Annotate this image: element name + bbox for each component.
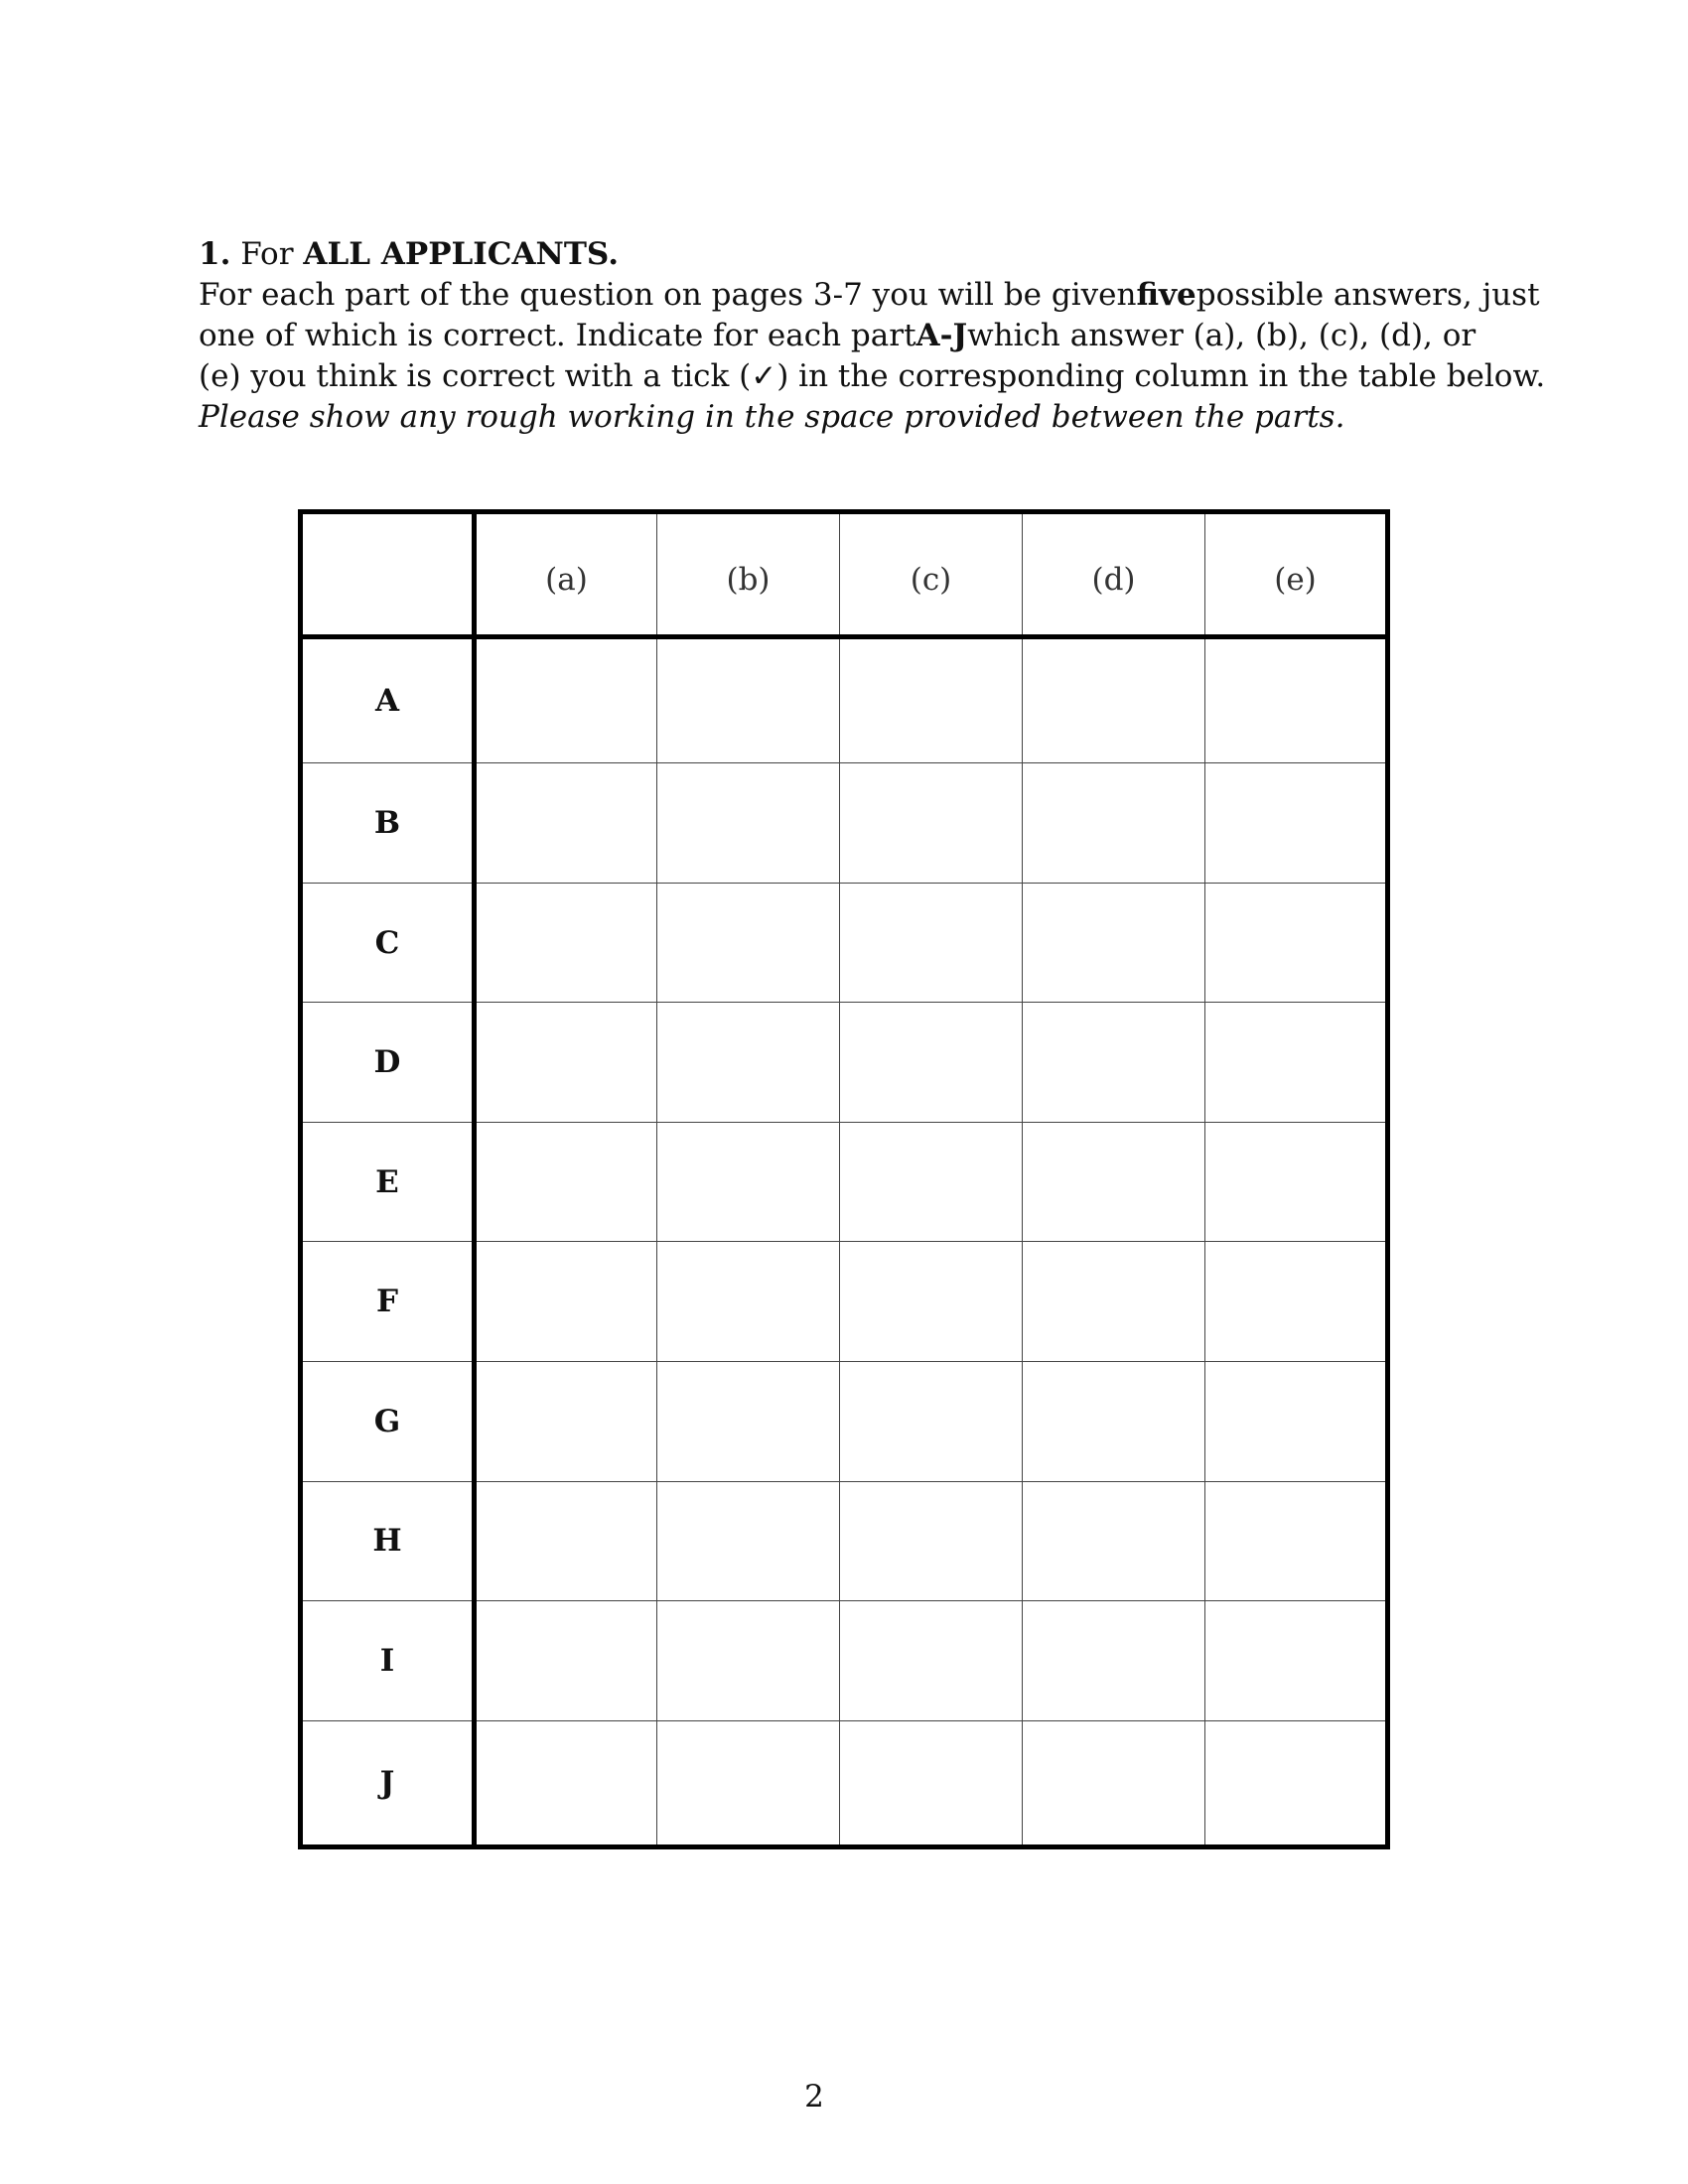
answer-cell[interactable] <box>840 763 1023 884</box>
answer-cell[interactable] <box>840 1601 1023 1721</box>
answer-cell[interactable] <box>1023 1720 1205 1846</box>
answer-cell[interactable] <box>840 1242 1023 1362</box>
five-emphasis: five <box>1136 277 1196 313</box>
answer-cell[interactable] <box>657 1362 840 1482</box>
answer-cell[interactable] <box>840 1481 1023 1601</box>
answer-cell[interactable] <box>1205 1481 1388 1601</box>
answer-table-body <box>301 637 1388 1847</box>
answer-cell[interactable] <box>475 1720 657 1846</box>
answer-cell[interactable] <box>840 637 1023 763</box>
answer-cell[interactable] <box>1023 883 1205 1003</box>
answer-cell[interactable] <box>1205 1720 1388 1846</box>
answer-cell[interactable] <box>657 763 840 884</box>
row-label: D <box>301 1003 475 1123</box>
answer-cell[interactable] <box>657 883 840 1003</box>
table-row <box>301 1122 1388 1242</box>
parts-range-emphasis: A-J <box>915 318 968 353</box>
table-corner-cell <box>301 512 475 637</box>
answer-cell[interactable] <box>657 1601 840 1721</box>
answer-table-header <box>301 512 1388 637</box>
answer-cell[interactable] <box>1023 1242 1205 1362</box>
table-row <box>301 1242 1388 1362</box>
answer-cell[interactable] <box>840 1003 1023 1123</box>
row-label: J <box>301 1720 475 1846</box>
column-header: (a) <box>475 512 657 637</box>
answer-cell[interactable] <box>1023 1481 1205 1601</box>
table-row <box>301 1362 1388 1482</box>
row-label: I <box>301 1601 475 1721</box>
answer-table <box>298 509 1390 1849</box>
answer-cell[interactable] <box>475 1242 657 1362</box>
answer-cell[interactable] <box>1205 1003 1388 1123</box>
row-label: A <box>301 637 475 763</box>
answer-cell[interactable] <box>657 1720 840 1846</box>
answer-cell[interactable] <box>1205 1362 1388 1482</box>
answer-cell[interactable] <box>1023 1122 1205 1242</box>
table-row <box>301 763 1388 884</box>
table-row <box>301 1481 1388 1601</box>
table-row <box>301 883 1388 1003</box>
answer-cell[interactable] <box>840 883 1023 1003</box>
answer-cell[interactable] <box>1023 763 1205 884</box>
table-row <box>301 637 1388 763</box>
answer-cell[interactable] <box>657 1003 840 1123</box>
instruction-line-1: For each part of the question on pages 3-7 you will be given five possible answers, just <box>199 275 1430 316</box>
answer-cell[interactable] <box>475 883 657 1003</box>
tick-icon: ✓ <box>751 358 777 394</box>
answer-cell[interactable] <box>475 1481 657 1601</box>
answer-cell[interactable] <box>840 1122 1023 1242</box>
answer-cell[interactable] <box>840 1720 1023 1846</box>
question-number: 1. <box>199 236 231 272</box>
page-number: 2 <box>804 2079 824 2115</box>
answer-cell[interactable] <box>475 1362 657 1482</box>
row-label: F <box>301 1242 475 1362</box>
table-row <box>301 1720 1388 1846</box>
answer-cell[interactable] <box>1205 1122 1388 1242</box>
answer-cell[interactable] <box>1023 1362 1205 1482</box>
answer-cell[interactable] <box>657 637 840 763</box>
question-audience: ALL APPLICANTS. <box>303 236 620 272</box>
question-heading <box>199 234 1430 275</box>
answer-cell[interactable] <box>475 763 657 884</box>
row-label: E <box>301 1122 475 1242</box>
answer-cell[interactable] <box>657 1242 840 1362</box>
answer-cell[interactable] <box>1023 1003 1205 1123</box>
answer-cell[interactable] <box>475 1003 657 1123</box>
column-header: (e) <box>1205 512 1388 637</box>
row-label: C <box>301 883 475 1003</box>
answer-cell[interactable] <box>1205 1242 1388 1362</box>
answer-cell[interactable] <box>1205 883 1388 1003</box>
row-label: H <box>301 1481 475 1601</box>
answer-cell[interactable] <box>840 1362 1023 1482</box>
row-label: G <box>301 1362 475 1482</box>
answer-cell[interactable] <box>657 1122 840 1242</box>
answer-cell[interactable] <box>1205 763 1388 884</box>
column-header: (c) <box>840 512 1023 637</box>
table-row <box>301 1601 1388 1721</box>
instruction-line-3: (e) you think is correct with a tick (✓) in the corresponding column in the table below. <box>199 358 1546 394</box>
question-block <box>199 234 1546 438</box>
answer-cell[interactable] <box>1205 1601 1388 1721</box>
answer-cell[interactable] <box>1205 637 1388 763</box>
answer-cell[interactable] <box>1023 637 1205 763</box>
instruction-line-2: one of which is correct. Indicate for each part A-J which answer (a), (b), (c), (d), or <box>199 316 1430 356</box>
table-row <box>301 1003 1388 1123</box>
answer-cell[interactable] <box>475 1601 657 1721</box>
answer-cell[interactable] <box>1023 1601 1205 1721</box>
column-header: (b) <box>657 512 840 637</box>
rough-working-note: Please show any rough working in the space provided between the parts. <box>199 399 1345 435</box>
answer-cell[interactable] <box>475 637 657 763</box>
row-label: B <box>301 763 475 884</box>
answer-cell[interactable] <box>475 1122 657 1242</box>
column-header: (d) <box>1023 512 1205 637</box>
answer-cell[interactable] <box>657 1481 840 1601</box>
question-for: For <box>240 236 294 272</box>
